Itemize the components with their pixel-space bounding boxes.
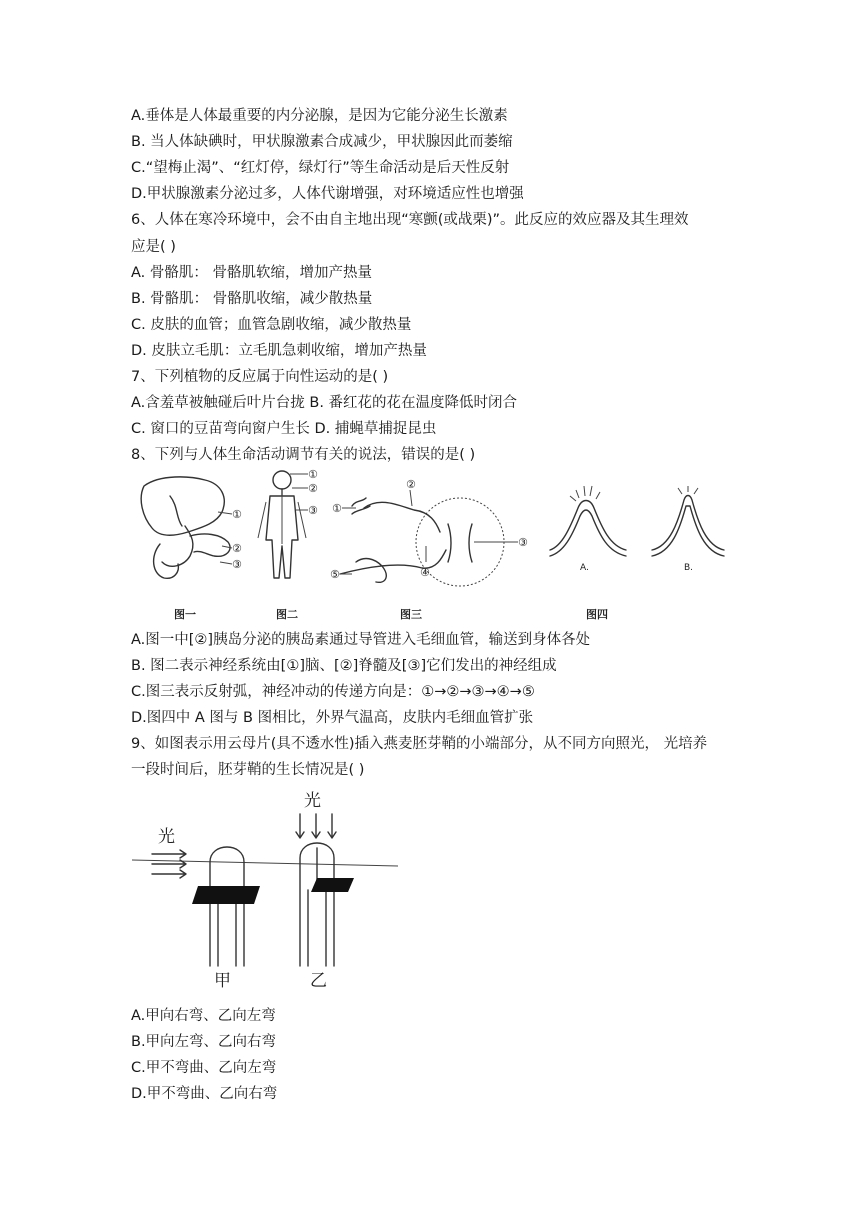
line-7AB: A.含羞草被触碰后叶片台拢 B. 番红花的花在温度降低时闭合 [131, 395, 518, 411]
line-5D: D.甲状腺激素分泌过多，人体代谢增强，对环境适应性也增强 [131, 186, 524, 202]
line-6C: C. 皮肤的血管；血管急剧收缩，减少散热量 [131, 317, 412, 333]
line-8A: A.图一中[②]胰岛分泌的胰岛素通过导管进入毛细血管，输送到身体各处 [131, 632, 591, 648]
line-6D: D. 皮肤立毛肌：立毛肌急刺收缩，增加产热量 [131, 343, 427, 359]
question-9-stem-cont: 一段时间后，胚芽鞘的生长情况是( ) [131, 762, 365, 778]
fig1-marker-2: ② [232, 542, 242, 555]
fig3-marker-3: ③ [518, 536, 528, 549]
figure-9 [130, 786, 410, 996]
figure-8 [130, 466, 740, 626]
line-9D: D.甲不弯曲、乙向右弯 [131, 1086, 278, 1102]
fig3-marker-4: ④ [420, 566, 430, 579]
line-8B: B. 图二表示神经系统由[①]脑、[②]脊髓及[③]它们发出的神经组成 [131, 658, 557, 674]
line-5C: C.“望梅止渴”、“红灯停，绿灯行”等生命活动是后天性反射 [131, 160, 510, 176]
line-8D: D.图四中 A 图与 B 图相比，外界气温高，皮肤内毛细血管扩张 [131, 710, 534, 726]
question-7-stem: 7、下列植物的反应属于向性运动的是( ) [131, 369, 389, 385]
coleoptile-yi [300, 843, 354, 966]
question-6-stem: 6、人体在寒冷环境中，会不由自主地出现“寒颤(或战栗)”。此反应的效应器及其生理效 [131, 212, 689, 228]
fig1-marker-3: ③ [232, 558, 242, 571]
light-arrows-left-icon [152, 850, 186, 878]
line-6B: B. 骨骼肌： 骨骼肌收缩，减少散热量 [131, 291, 373, 307]
line-6A: A. 骨骼肌： 骨骼肌软缩，增加产热量 [131, 265, 372, 281]
question-8-stem: 8、下列与人体生命活动调节有关的说法，错误的是( ) [131, 447, 476, 463]
fig3-marker-2: ② [406, 478, 416, 491]
light-arrows-top-icon [296, 814, 336, 838]
line-9B: B.甲向左弯、乙向右弯 [131, 1034, 277, 1050]
line-5B: B. 当人体缺碘时，甲状腺激素合成减少，甲状腺因此而萎缩 [131, 134, 513, 150]
fig2-marker-3: ③ [308, 504, 318, 517]
fig4-label-b: B. [684, 563, 694, 573]
fig2-human [258, 471, 308, 578]
label-jia: 甲 [214, 971, 231, 991]
line-8C: C.图三表示反射弧，神经冲动的传递方向是：①→②→③→④→⑤ [131, 684, 535, 700]
line-5A: A.垂体是人体最重要的内分泌腺，是因为它能分泌生长激素 [131, 108, 508, 124]
mica-sheet-jia [192, 886, 260, 904]
question-6-stem-cont: 应是( ) [131, 239, 176, 255]
fig4-label-a: A. [580, 563, 589, 573]
fig3-marker-1: ① [332, 502, 342, 515]
light-label-left: 光 [158, 827, 175, 847]
fig1-organs [141, 477, 232, 578]
light-label-top: 光 [304, 791, 321, 811]
fig8-caption-3: 图三 [400, 608, 422, 621]
fig1-marker-1: ① [232, 508, 242, 521]
line-9C: C.甲不弯曲、乙向左弯 [131, 1060, 277, 1076]
coleoptile-jia [192, 847, 260, 966]
line-9A: A.甲向右弯、乙向左弯 [131, 1008, 276, 1024]
question-9-stem: 9、如图表示用云母片(具不透水性)插入燕麦胚芽鞘的小端部分，从不同方向照光， 光培养 [131, 736, 708, 752]
fig8-caption-4: 图四 [586, 608, 608, 621]
fig4-panel-b [652, 486, 724, 556]
fig8-caption-1: 图一 [174, 608, 196, 621]
line-7CD: C. 窗口的豆苗弯向窗户生长 D. 捕蝇草捕捉昆虫 [131, 421, 437, 437]
label-yi: 乙 [310, 971, 327, 991]
fig8-caption-2: 图二 [276, 608, 298, 621]
fig2-marker-1: ① [308, 468, 318, 481]
fig4-panel-a [550, 486, 626, 556]
fig3-marker-5: ⑤ [330, 568, 340, 581]
mica-sheet-yi [311, 878, 354, 892]
fig2-marker-2: ② [308, 482, 318, 495]
